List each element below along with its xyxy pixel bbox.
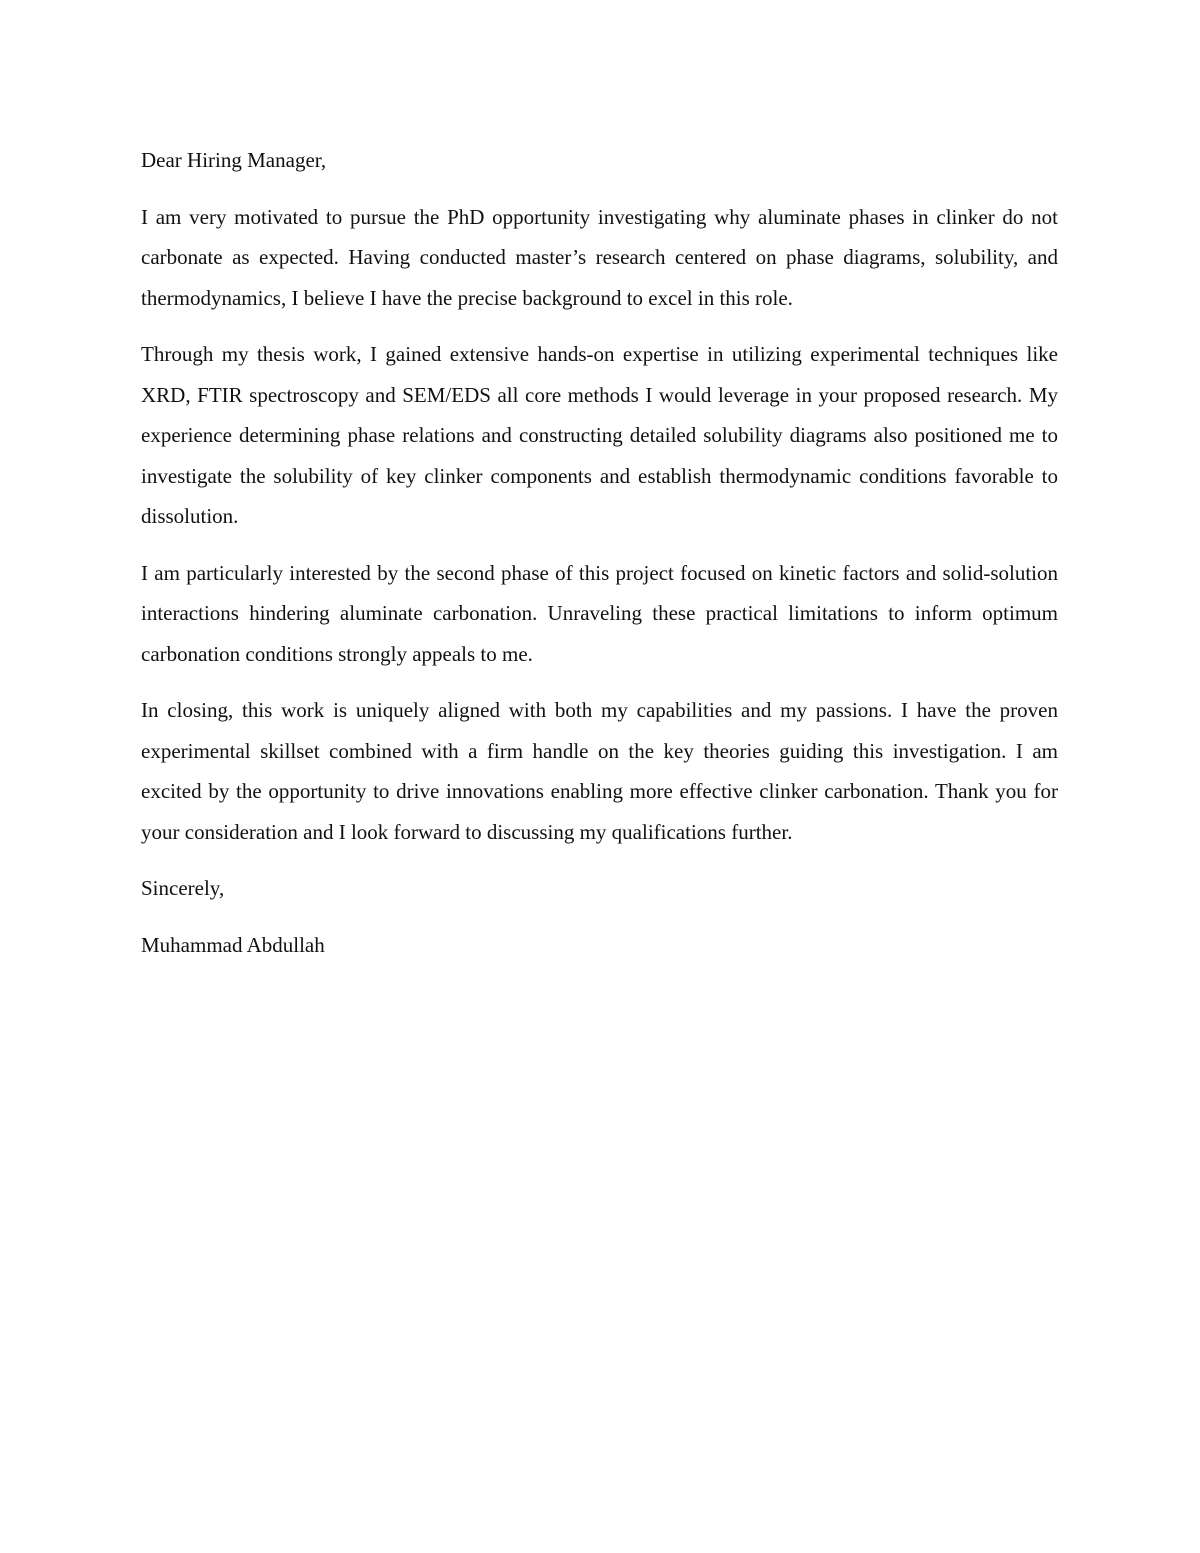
- paragraph-introduction: I am very motivated to pursue the PhD opportunity investigating why aluminate phases in clinker do not carbonate as expected. Having conducted master’s research centered on phase diagrams, solubility, and thermodynamics, I believe I have the precise background to excel in this role.: [141, 204, 1058, 310]
- paragraph-interest: I am particularly interested by the second phase of this project focused on kinetic factors and solid-solution interactions hindering aluminate carbonation. Unraveling these practical limitations to inform optimum carbonation conditions strongly appeals to me.: [141, 560, 1058, 666]
- salutation: Dear Hiring Manager,: [141, 148, 327, 172]
- cover-letter: [141, 140, 1058, 981]
- paragraph-experience: Through my thesis work, I gained extensive hands-on expertise in utilizing experimental techniques like XRD, FTIR spectroscopy and SEM/EDS all core methods I would leverage in your proposed research. My experience determining phase relations and constructing detailed solubility diagrams also positioned me to investigate the solubility of key clinker components and establish thermodynamic conditions favorable to dissolution.: [141, 342, 1058, 528]
- paragraph-closing: In closing, this work is uniquely aligned with both my capabilities and my passions. I have the proven experimental skillset combined with a firm handle on the key theories guiding this investigation. I am excited by the opportunity to drive innovations enabling more effective clinker carbonation. Thank you for your consideration and I look forward to discussing my qualifications further.: [141, 698, 1058, 844]
- signature-name: Muhammad Abdullah: [141, 932, 325, 957]
- closing-line: Sincerely,: [141, 876, 225, 900]
